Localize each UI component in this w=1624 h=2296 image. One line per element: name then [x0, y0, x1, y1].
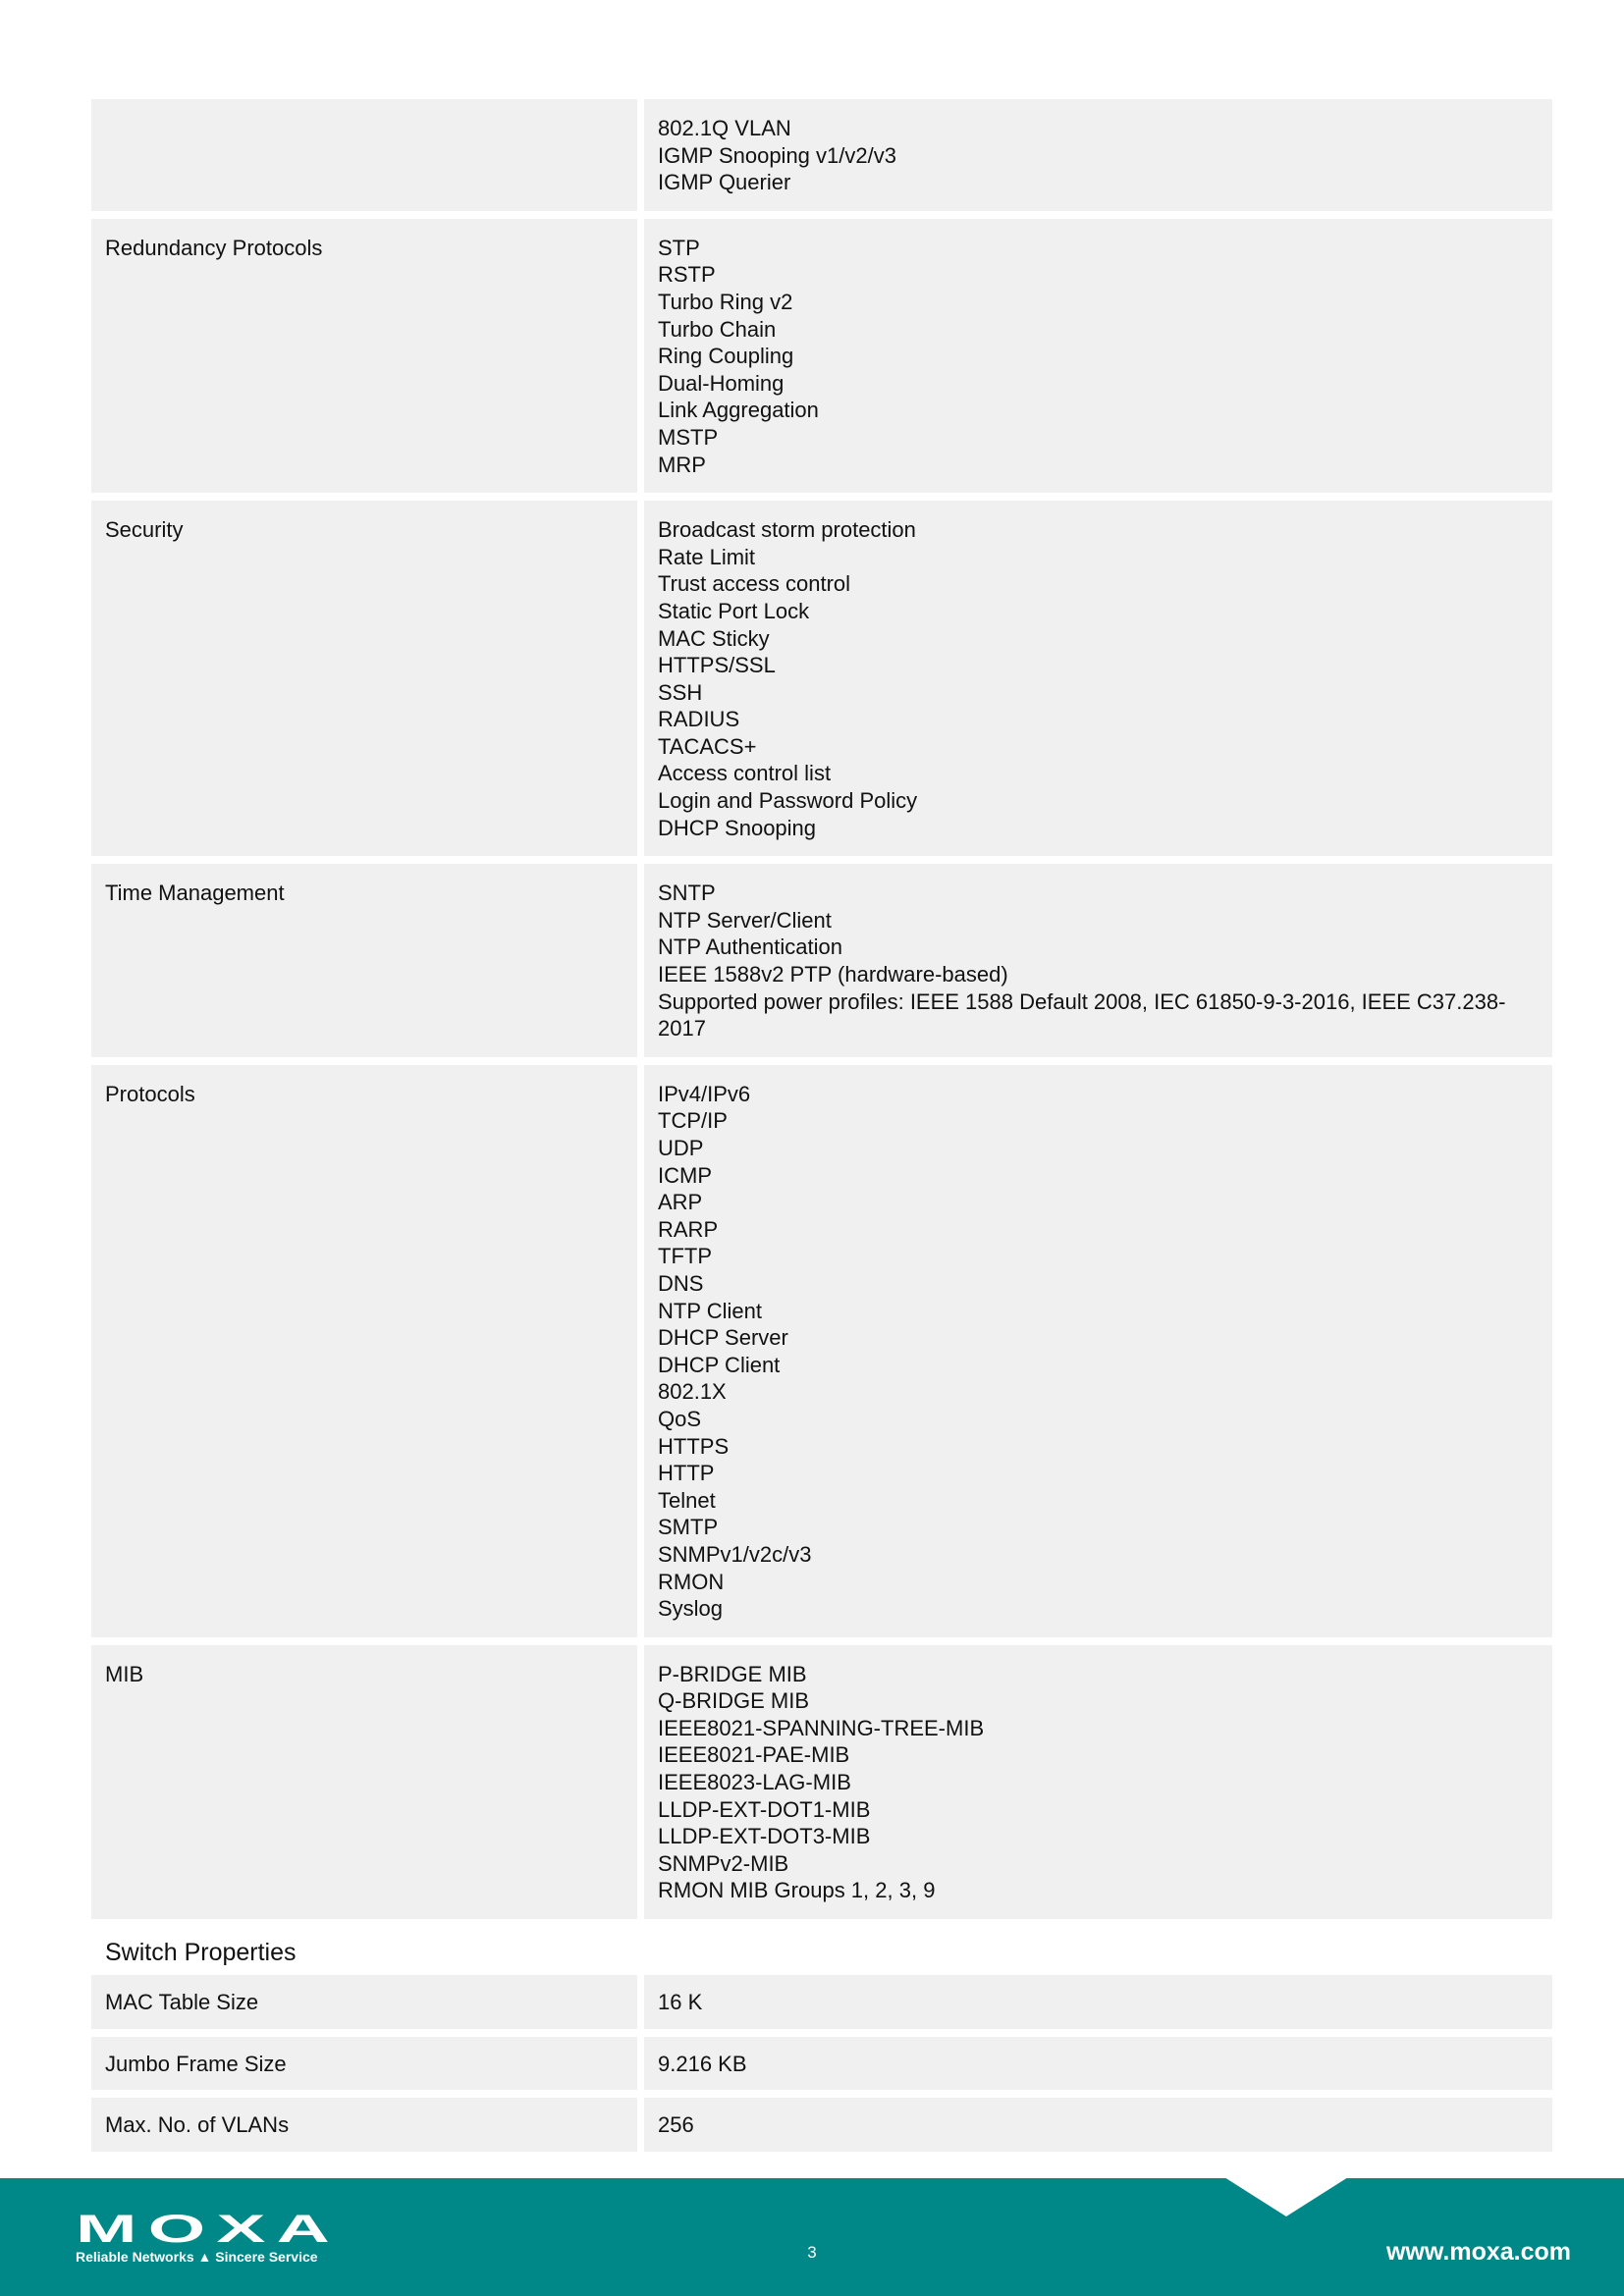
spec-value: RARP [658, 1216, 719, 1242]
switch-property-row [91, 1975, 1552, 2029]
spec-value: 802.1X [658, 1379, 727, 1405]
spec-value: RADIUS [658, 707, 740, 732]
property-label: Max. No. of VLANs [91, 2098, 637, 2152]
spec-value: IEEE8023-LAG-MIB [658, 1770, 851, 1795]
property-label: MAC Table Size [91, 1975, 637, 2029]
spec-value: LLDP-EXT-DOT3-MIB [658, 1824, 871, 1849]
spec-value: DHCP Client [658, 1352, 781, 1377]
spec-value: TFTP [658, 1244, 712, 1269]
spec-label: Time Management [91, 864, 637, 1057]
spec-row [91, 864, 1552, 1057]
spec-value: Supported power profiles: IEEE 1588 Default 2008, IEC 61850-9-3-2016, IEEE C37.238-2017 [658, 988, 1506, 1041]
spec-value: 802.1Q VLAN [658, 116, 791, 140]
spec-row [91, 1645, 1552, 1919]
moxa-logo-text: MOXA [76, 2211, 341, 2251]
spec-value: TCP/IP [658, 1108, 728, 1134]
spec-value: QoS [658, 1406, 702, 1431]
spec-value: Static Port Lock [658, 598, 810, 623]
spec-value: IEEE8021-SPANNING-TREE-MIB [658, 1715, 985, 1740]
spec-value: TACACS+ [658, 733, 757, 759]
spec-value: Dual-Homing [658, 370, 785, 396]
spec-value: Rate Limit [658, 544, 756, 569]
spec-value: Link Aggregation [658, 398, 819, 423]
spec-value: UDP [658, 1136, 704, 1160]
spec-value: Syslog [658, 1596, 724, 1622]
spec-value: Access control list [658, 761, 832, 786]
spec-value: IEEE8021-PAE-MIB [658, 1742, 850, 1768]
spec-value: SNMPv1/v2c/v3 [658, 1541, 812, 1567]
spec-value: HTTP [658, 1461, 715, 1486]
spec-value: IGMP Querier [658, 170, 791, 195]
switch-property-row [91, 2037, 1552, 2091]
section-title-switch-properties: Switch Properties [105, 1939, 297, 1967]
spec-value: Telnet [658, 1487, 716, 1513]
spec-value: MRP [658, 452, 706, 477]
spec-value: LLDP-EXT-DOT1-MIB [658, 1796, 871, 1822]
spec-value: IEEE 1588v2 PTP (hardware-based) [658, 962, 1008, 988]
switch-property-row [91, 2098, 1552, 2152]
spec-value: RMON [658, 1569, 725, 1594]
website-link[interactable]: www.moxa.com [1385, 2238, 1571, 2266]
switch-properties-rows [91, 1975, 1552, 2152]
property-label: Jumbo Frame Size [91, 2037, 637, 2091]
spec-value: Q-BRIDGE MIB [658, 1688, 810, 1714]
spec-table [91, 99, 1552, 2160]
spec-value: SSH [658, 679, 703, 705]
spec-row [91, 219, 1552, 493]
spec-values [644, 1065, 1552, 1637]
spec-value: ARP [658, 1190, 703, 1215]
spec-label: MIB [91, 1645, 637, 1919]
page-number: 3 [807, 2243, 817, 2262]
property-value: 16 K [644, 1975, 1552, 2029]
spec-value: Turbo Ring v2 [658, 289, 793, 314]
spec-values [644, 99, 1552, 211]
spec-label: Security [91, 501, 637, 856]
spec-value: RMON MIB Groups 1, 2, 3, 9 [658, 1878, 936, 1903]
spec-value: Trust access control [658, 571, 851, 597]
spec-value: P-BRIDGE MIB [658, 1661, 807, 1686]
spec-value: IGMP Snooping v1/v2/v3 [658, 142, 896, 168]
logo-tagline: Reliable Networks ▲ Sincere Service [76, 2249, 318, 2265]
spec-value: HTTPS/SSL [658, 653, 776, 678]
spec-value: Ring Coupling [658, 344, 794, 369]
spec-value: MSTP [658, 424, 719, 450]
spec-value: STP [658, 235, 700, 260]
spec-values [644, 501, 1552, 856]
spec-label [91, 99, 637, 211]
spec-rows [91, 99, 1552, 1919]
spec-values [644, 219, 1552, 493]
spec-value: HTTPS [658, 1433, 730, 1459]
spec-value: IPv4/IPv6 [658, 1081, 751, 1106]
spec-value: SNTP [658, 881, 716, 906]
spec-row [91, 501, 1552, 856]
spec-row [91, 1065, 1552, 1637]
spec-value: MAC Sticky [658, 625, 770, 651]
footer-notch [1224, 2177, 1348, 2216]
spec-value: DNS [658, 1270, 704, 1296]
spec-value: SNMPv2-MIB [658, 1850, 789, 1876]
property-value: 9.216 KB [644, 2037, 1552, 2091]
spec-value: SMTP [658, 1515, 719, 1540]
spec-value: RSTP [658, 262, 716, 288]
spec-value: NTP Authentication [658, 934, 842, 960]
spec-value: DHCP Server [658, 1325, 788, 1351]
spec-label: Protocols [91, 1065, 637, 1637]
spec-value: NTP Server/Client [658, 907, 832, 933]
spec-value: ICMP [658, 1162, 712, 1188]
spec-row [91, 99, 1552, 211]
spec-values [644, 864, 1552, 1057]
spec-label: Redundancy Protocols [91, 219, 637, 493]
spec-value: Login and Password Policy [658, 788, 918, 814]
spec-value: NTP Client [658, 1298, 762, 1323]
spec-values [644, 1645, 1552, 1919]
spec-value: DHCP Snooping [658, 815, 817, 840]
spec-value: Turbo Chain [658, 316, 777, 342]
spec-value: Broadcast storm protection [658, 517, 916, 543]
property-value: 256 [644, 2098, 1552, 2152]
